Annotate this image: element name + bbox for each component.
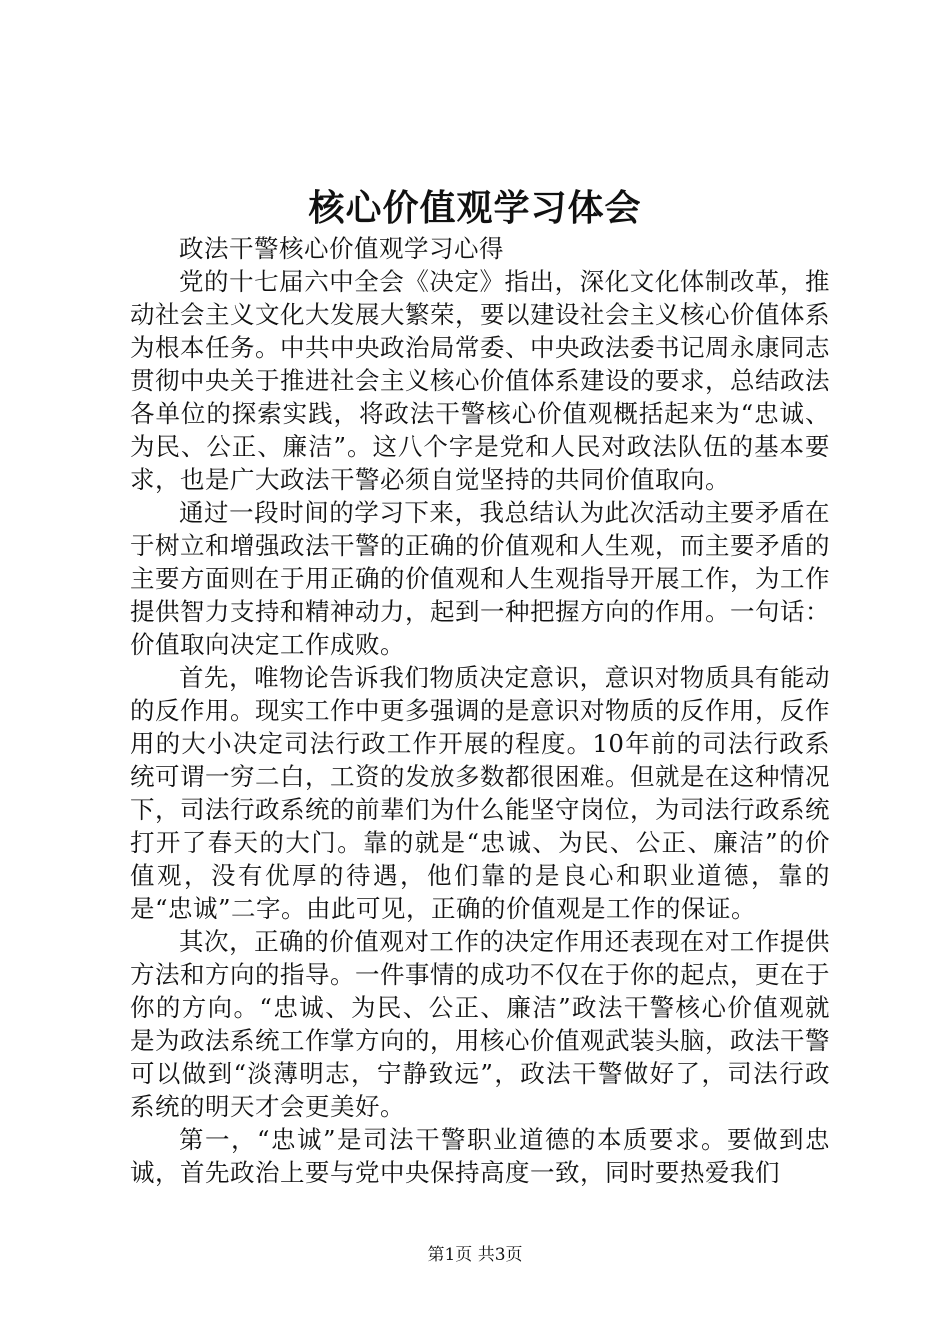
- paragraph: 第一，“忠诚”是司法干警职业道德的本质要求。要做到忠诚，首先政治上要与党中央保持高度一致，同时要热爱我们: [130, 1125, 830, 1187]
- paragraph-subtitle: 政法干警核心价值观学习心得: [179, 234, 504, 263]
- paragraph: 首先，唯物论告诉我们物质决定意识，意识对物质具有能动的反作用。现实工作中更多强调的是意识对物质的反作用，反作用的大小决定司法行政工作开展的程度。10年前的司法行政系统可谓一穷二白，工资的发放多数都很困难。但就是在这种情况下，司法行政系统的前辈们为什么能坚守岗位，为司法行政系统打开了春天的大门。靠的就是“忠诚、为民、公正、廉洁”的价值观，没有优厚的待遇，他们靠的是良心和职业道德，靠的是“忠诚”二字。由此可见，正确的价值观是工作的保证。: [130, 663, 830, 923]
- paragraph: 其次，正确的价值观对工作的决定作用还表现在对工作提供方法和方向的指导。一件事情的成功不仅在于你的起点，更在于你的方向。“忠诚、为民、公正、廉洁”政法干警核心价值观就是为政法系统工作掌方向的，用核心价值观武装头脑，政法干警可以做到“淡薄明志，宁静致远”，政法干警做好了，司法行政系统的明天才会更美好。: [130, 927, 830, 1121]
- paragraph: 党的十七届六中全会《决定》指出，深化文化体制改革，推动社会主义文化大发展大繁荣，要以建设社会主义核心价值体系为根本任务。中共中央政治局常委、中央政法委书记周永康同志贯彻中央关于推进社会主义核心价值体系建设的要求，总结政法各单位的探索实践，将政法干警核心价值观概括起来为“忠诚、为民、公正、廉洁”。这八个字是党和人民对政法队伍的基本要求，也是广大政法干警必须自觉坚持的共同价值取向。: [130, 267, 830, 494]
- document-body: [130, 232, 830, 1189]
- paragraph: 通过一段时间的学习下来，我总结认为此次活动主要矛盾在于树立和增强政法干警的正确的价值观和人生观，而主要矛盾的主要方面则在于用正确的价值观和人生观指导开展工作，为工作提供智力支持和精神动力，起到一种把握方向的作用。一句话：价值取向决定工作成败。: [130, 498, 830, 659]
- page-footer: 第1页 共3页: [427, 1245, 523, 1265]
- document-title: 核心价值观学习体会: [308, 187, 642, 229]
